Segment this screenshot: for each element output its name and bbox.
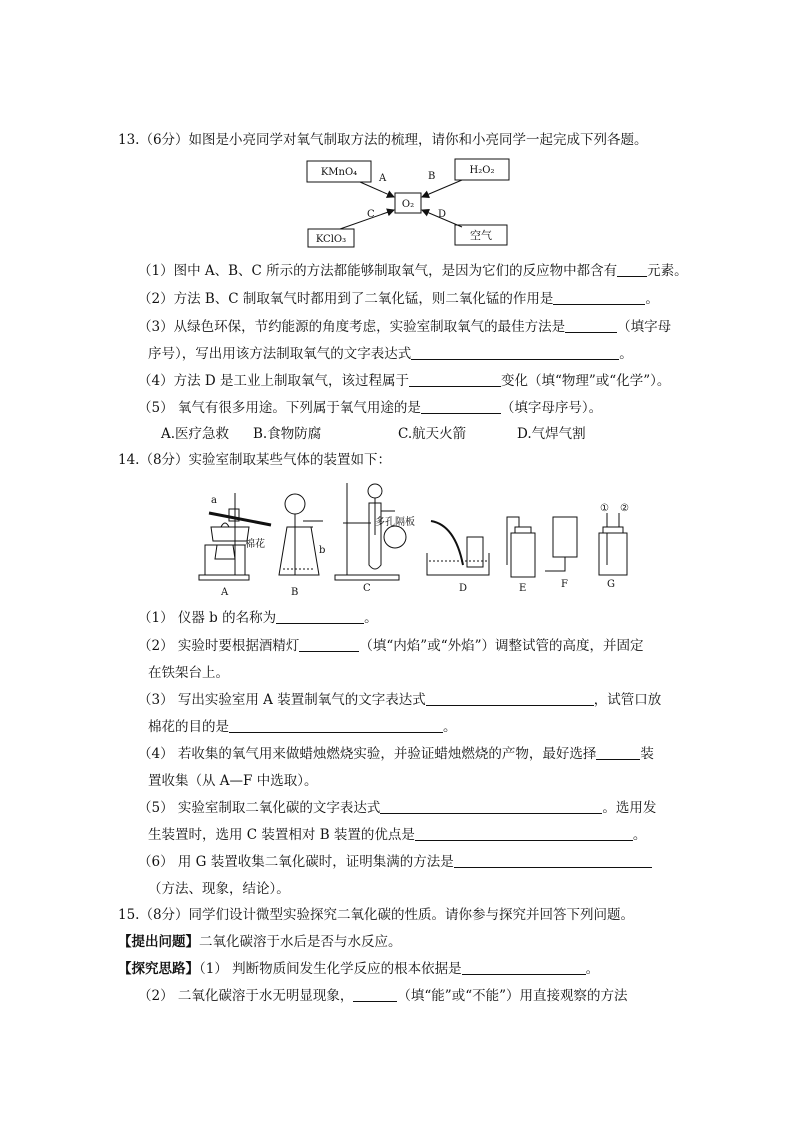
q13-option-d: D.气焊气割 bbox=[517, 426, 586, 442]
q14-p3-tail: 。 bbox=[443, 719, 457, 735]
q14-p4-text: （4） 若收集的氧气用来做蜡烛燃烧实验，并验证蜡烛燃烧的产物，最好选择 bbox=[138, 746, 597, 762]
air-label: 空气 bbox=[470, 229, 492, 242]
apparatus-f bbox=[545, 517, 577, 571]
q15-thinking-2 bbox=[138, 986, 628, 1006]
q13-p3-tail: 。 bbox=[619, 346, 633, 362]
q14-p1-tail: 。 bbox=[364, 610, 378, 626]
q14-p3-text: （3） 写出实验室用 A 装置制氧气的文字表达式 bbox=[138, 692, 426, 708]
q14-p4-tail: 装 bbox=[640, 746, 654, 762]
q13-p2-tail: 。 bbox=[645, 291, 659, 307]
apparatus-c bbox=[335, 483, 406, 580]
q14-part1 bbox=[138, 608, 378, 628]
q13-part1 bbox=[138, 261, 688, 281]
apparatus-b-mark: b bbox=[319, 545, 326, 556]
q14-p6-text: （6） 用 G 装置收集二氧化碳时，证明集满的方法是 bbox=[138, 854, 454, 870]
q13-option-a: A.医疗急救 bbox=[161, 426, 230, 442]
q13-p2-text: （2）方法 B、C 制取氧气时都用到了二氧化锰，则二氧化锰的作用是 bbox=[138, 291, 554, 307]
h2o2-label: H₂O₂ bbox=[469, 165, 495, 176]
q14-p5-mid: 。选用发 bbox=[602, 800, 657, 816]
apparatus-label-a: A bbox=[221, 587, 229, 598]
q14-p3-text2: 棉花的目的是 bbox=[148, 719, 229, 735]
porous-board-label: 多孔隔板 bbox=[375, 517, 415, 528]
apparatus-a bbox=[199, 493, 271, 580]
q13-part4 bbox=[138, 371, 670, 391]
kclo3-label: KClO₃ bbox=[315, 234, 347, 245]
q13-p2-blank[interactable] bbox=[553, 290, 645, 305]
cotton-label: 棉花 bbox=[245, 539, 265, 550]
q13-p3-blank1[interactable] bbox=[565, 318, 617, 333]
arrow-a bbox=[360, 182, 394, 197]
apparatus-label-g: G bbox=[607, 579, 615, 590]
q13-p3-text: （3）从绿色环保，节约能源的角度考虑，实验室制取氧气的最佳方法是 bbox=[138, 319, 566, 335]
apparatus-e bbox=[507, 517, 535, 577]
arrow-c-label: C bbox=[367, 209, 375, 220]
apparatus-label-e: E bbox=[519, 583, 527, 594]
q14-part2-cont: 在铁架台上。 bbox=[148, 665, 229, 681]
q14-stem: 14.（8分）实验室制取某些气体的装置如下： bbox=[118, 452, 392, 468]
q13-option-c: C.航天火箭 bbox=[398, 426, 467, 442]
q14-p2-blank[interactable] bbox=[299, 637, 359, 652]
arrow-b-label: B bbox=[428, 171, 436, 182]
arrow-a-label: A bbox=[379, 173, 387, 184]
port-1-label: ① bbox=[600, 503, 609, 514]
q15-t2-tail: （填“能”或“不能”）用直接观察的方法 bbox=[397, 988, 628, 1004]
q13-p3-mid: （填字母 bbox=[617, 319, 672, 335]
gas-apparatus-figure bbox=[195, 475, 645, 600]
q14-p1-blank[interactable] bbox=[276, 609, 364, 624]
q13-p4-blank[interactable] bbox=[409, 372, 501, 387]
q14-p2-tail: （填“内焰”或“外焰”）调整试管的高度，并固定 bbox=[359, 638, 644, 654]
q13-p4-text: （4）方法 D 是工业上制取氧气，该过程属于 bbox=[138, 373, 409, 389]
q13-p3-text2: 序号），写出用该方法制取氧气的文字表达式 bbox=[148, 346, 412, 362]
q13-part3 bbox=[138, 317, 671, 337]
q14-p3-blank1[interactable] bbox=[426, 691, 594, 706]
apparatus-a-mark: a bbox=[211, 495, 217, 506]
apparatus-label-f: F bbox=[561, 579, 568, 590]
q14-part2 bbox=[138, 636, 644, 656]
q15-thinking-label: 【探究思路】 bbox=[118, 961, 199, 977]
q13-part5 bbox=[138, 398, 602, 418]
arrow-d-label: D bbox=[438, 209, 447, 220]
q15-question-text: 二氧化碳溶于水后是否与水反应。 bbox=[199, 934, 402, 950]
q13-stem: 13.（6分）如图是小亮同学对氧气制取方法的梳理，请你和小亮同学一起完成下列各题。 bbox=[118, 132, 648, 148]
q14-part4 bbox=[138, 744, 654, 764]
q15-question-label: 【提出问题】 bbox=[118, 934, 199, 950]
q15-t2-blank[interactable] bbox=[353, 987, 397, 1002]
q14-p5-tail: 。 bbox=[632, 827, 647, 843]
q13-option-b: B.食物防腐 bbox=[253, 426, 322, 442]
q14-part6 bbox=[138, 852, 652, 872]
q14-part5 bbox=[138, 798, 656, 818]
q13-p3-blank2[interactable] bbox=[411, 345, 619, 360]
q14-part6-cont: （方法、现象，结论）。 bbox=[148, 881, 290, 897]
oxygen-methods-diagram bbox=[300, 155, 520, 250]
q15-t1-text: （1） 判断物质间发生化学反应的根本依据是 bbox=[199, 961, 462, 977]
q15-stem: 15.（8分）同学们设计微型实验探究二氧化碳的性质。请你参与探究并回答下列问题。 bbox=[118, 907, 635, 923]
q14-p6-blank[interactable] bbox=[454, 853, 652, 868]
q15-thinking-1 bbox=[118, 959, 599, 979]
q15-t2-text: （2） 二氧化碳溶于水无明显现象， bbox=[138, 988, 354, 1004]
apparatus-d bbox=[427, 521, 489, 575]
q14-p5-text: （5） 实验室制取二氧化碳的文字表达式 bbox=[138, 800, 381, 816]
apparatus-g bbox=[599, 513, 627, 575]
q14-part3-cont bbox=[148, 717, 457, 737]
q13-p5-text: （5） 氧气有很多用途。下列属于氧气用途的是 bbox=[138, 400, 421, 416]
kmno4-label: KMnO₄ bbox=[320, 167, 358, 178]
q14-p5-blank2[interactable] bbox=[415, 826, 633, 841]
port-2-label: ② bbox=[620, 503, 629, 514]
q14-p1-text: （1） 仪器 b 的名称为 bbox=[138, 610, 277, 626]
q13-p5-tail: （填字母序号）。 bbox=[500, 400, 603, 416]
q13-p1-tail: 元素。 bbox=[647, 263, 688, 279]
q14-part4-cont: 置收集（从 A—F 中选取）。 bbox=[148, 773, 318, 789]
q15-t1-blank[interactable] bbox=[462, 960, 586, 975]
q14-p3-blank2[interactable] bbox=[229, 718, 443, 733]
apparatus-label-d: D bbox=[459, 583, 468, 594]
q14-p2-text: （2） 实验时要根据酒精灯 bbox=[138, 638, 300, 654]
q13-p4-tail: 变化（填“物理”或“化学”）。 bbox=[501, 373, 671, 389]
q14-p4-blank[interactable] bbox=[596, 745, 640, 760]
q13-p5-blank[interactable] bbox=[421, 399, 501, 414]
arrow-b bbox=[422, 180, 462, 197]
q13-p1-blank[interactable] bbox=[617, 262, 647, 277]
apparatus-b bbox=[279, 494, 326, 575]
q14-p5-blank1[interactable] bbox=[380, 799, 602, 814]
q15-t1-tail: 。 bbox=[585, 961, 600, 977]
q15-question bbox=[118, 932, 402, 952]
q13-part3-cont bbox=[148, 344, 633, 364]
apparatus-label-c: C bbox=[363, 583, 371, 594]
q14-p5-text2: 生装置时，选用 C 装置相对 B 装置的优点是 bbox=[148, 827, 415, 843]
q14-part3 bbox=[138, 690, 661, 710]
q13-part2 bbox=[138, 289, 659, 309]
apparatus-label-b: B bbox=[291, 587, 299, 598]
q14-p3-mid: ，试管口放 bbox=[593, 692, 662, 708]
q13-p1-text: （1）图中 A、B、C 所示的方法都能够制取氧气，是因为它们的反应物中都含有 bbox=[138, 263, 618, 279]
q14-part5-cont bbox=[148, 825, 646, 845]
o2-label: O₂ bbox=[401, 199, 415, 210]
